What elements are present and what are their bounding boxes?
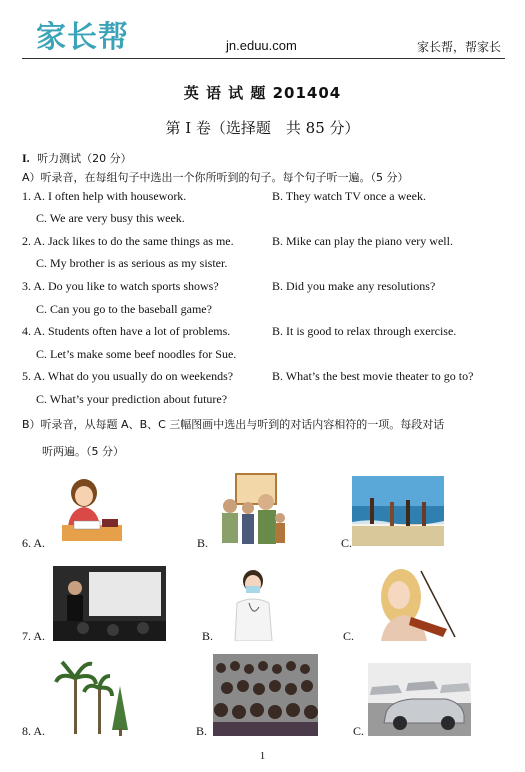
section-heading bbox=[22, 150, 132, 166]
q8-label-b: B. bbox=[196, 724, 208, 738]
exam-subtitle: 第 I 卷（选择题 共 85 分） bbox=[165, 119, 360, 137]
q6-picture-c-beach bbox=[352, 476, 444, 546]
q2-option-c: C. My brother is as serious as my sister. bbox=[36, 256, 228, 270]
q8-label-a: 8. A. bbox=[22, 724, 46, 738]
q5-option-b: B. What’s the best movie theater to go to? bbox=[272, 369, 474, 383]
q7-picture-b-doctor bbox=[231, 567, 276, 641]
part-b-instruction-cont: 听两遍。（5 分） bbox=[42, 445, 124, 458]
q1-option-b: B. They watch TV once a week. bbox=[272, 189, 426, 203]
q8-picture-b-crowd bbox=[213, 654, 318, 736]
q6-label-a: 6. A. bbox=[22, 536, 46, 550]
q1-option-c: C. We are very busy this week. bbox=[36, 211, 185, 225]
part-b-instruction: B）听录音，从每题 A、B、C 三幅图画中选出与听到的对话内容相符的一项。每段对话 bbox=[22, 418, 445, 431]
q6-label-b: B. bbox=[197, 536, 209, 550]
q3-option-a: 3. A. Do you like to watch sports shows? bbox=[22, 279, 219, 293]
q5-option-c: C. What’s your prediction about future? bbox=[36, 392, 228, 406]
q8-label-c: C. bbox=[353, 724, 365, 738]
q3-option-b: B. Did you make any resolutions? bbox=[272, 279, 436, 293]
q4-option-a: 4. A. Students often have a lot of problems. bbox=[22, 324, 231, 338]
q5-option-a: 5. A. What do you usually do on weekends? bbox=[22, 369, 234, 383]
header-divider bbox=[22, 58, 505, 59]
q7-label-b: B. bbox=[202, 629, 214, 643]
q4-option-c: C. Let’s make some beef noodles for Sue. bbox=[36, 347, 237, 361]
q6-picture-b-family bbox=[216, 470, 288, 548]
q3-option-c: C. Can you go to the baseball game? bbox=[36, 302, 212, 316]
site-slogan: 家长帮，帮家长 bbox=[416, 40, 501, 54]
section-title: 听力测试（20 分） bbox=[37, 152, 132, 165]
q7-picture-c-violinist bbox=[361, 565, 464, 641]
q7-label-a: 7. A. bbox=[22, 629, 46, 643]
q1-option-a: 1. A. I often help with housework. bbox=[22, 189, 187, 203]
q6-picture-a-girl-writing bbox=[54, 475, 126, 547]
q7-picture-a-classroom bbox=[53, 566, 166, 641]
site-logo: 家长帮 bbox=[36, 20, 129, 55]
q2-option-b: B. Mike can play the piano very well. bbox=[272, 234, 453, 248]
q4-option-b: B. It is good to relax through exercise. bbox=[272, 324, 457, 338]
q6-label-c: C. bbox=[341, 536, 353, 550]
part-a-instruction: A）听录音，在每组句子中选出一个你所听到的句子。每个句子听一遍。（5 分） bbox=[22, 171, 409, 184]
page-number: 1 bbox=[259, 750, 266, 762]
q2-option-a: 2. A. Jack likes to do the same things as me. bbox=[22, 234, 234, 248]
q8-picture-a-trees bbox=[54, 658, 134, 736]
q7-label-c: C. bbox=[343, 629, 355, 643]
section-number: I. bbox=[22, 151, 30, 165]
exam-title: 英 语 试 题 201404 bbox=[183, 84, 342, 102]
q8-picture-c-cars bbox=[368, 663, 471, 736]
site-url: jn.eduu.com bbox=[226, 38, 297, 53]
